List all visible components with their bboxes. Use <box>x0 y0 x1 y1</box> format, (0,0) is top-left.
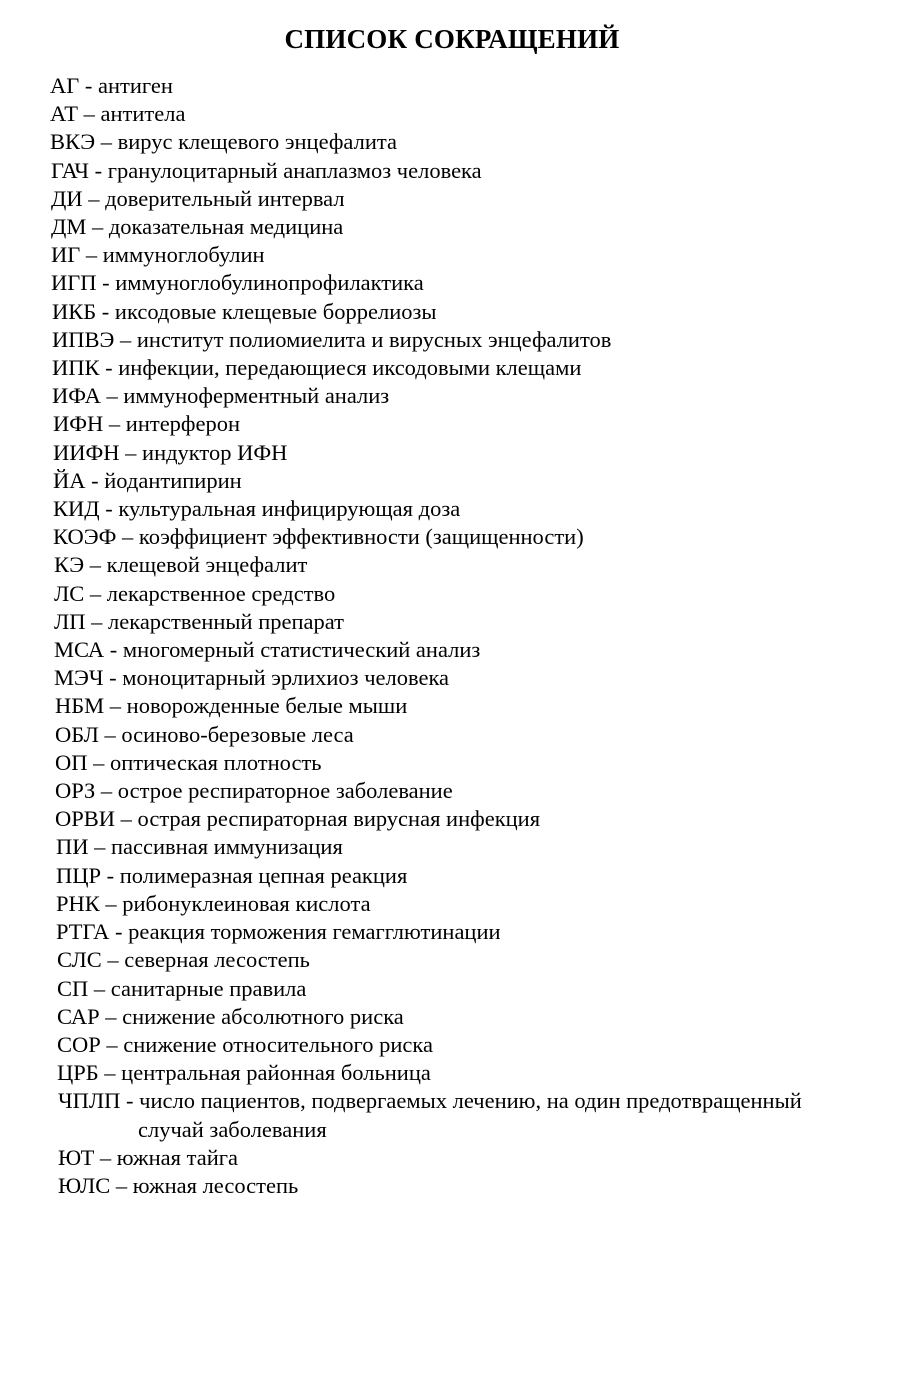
abbreviation-text: ДМ – доказательная медицина <box>51 214 344 240</box>
abbreviation-text: НБМ – новорожденные белые мыши <box>55 693 408 719</box>
abbreviation-item <box>0 298 904 326</box>
abbreviation-text: ГАЧ - гранулоцитарный анаплазмоз человека <box>51 157 482 183</box>
abbreviation-item <box>0 1087 904 1143</box>
abbreviation-item <box>0 269 904 297</box>
abbreviation-item <box>0 1003 904 1031</box>
abbreviation-text: МЭЧ - моноцитарный эрлихиоз человека <box>54 665 450 691</box>
abbreviation-text: ОБЛ – осиново-березовые леса <box>55 721 354 747</box>
abbreviation-text: ЛП – лекарственный препарат <box>54 608 345 634</box>
abbreviation-item <box>0 185 904 213</box>
abbreviation-item <box>0 354 904 382</box>
abbreviation-item <box>0 72 904 100</box>
abbreviation-item <box>0 1059 904 1087</box>
abbreviation-text: АТ – антитела <box>50 101 186 127</box>
abbreviation-text: ИФА – иммуноферментный анализ <box>52 383 390 409</box>
abbreviation-text: ПИ – пассивная иммунизация <box>56 834 343 860</box>
abbreviation-item <box>0 946 904 974</box>
abbreviation-item <box>0 410 904 438</box>
abbreviation-text: ИГП - иммуноглобулинопрофилактика <box>51 270 424 296</box>
abbreviation-item <box>0 692 904 720</box>
abbreviation-text: ЛС – лекарственное средство <box>54 580 336 606</box>
abbreviation-text: КОЭФ – коэффициент эффективности (защищенности) <box>53 524 584 550</box>
abbreviation-item <box>0 975 904 1003</box>
abbreviation-item <box>0 157 904 185</box>
abbreviation-item <box>0 128 904 156</box>
abbreviation-text: ПЦР - полимеразная цепная реакция <box>56 862 408 888</box>
abbreviation-text: ЮЛС – южная лесостепь <box>58 1172 299 1198</box>
abbreviation-item <box>0 608 904 636</box>
abbreviation-item <box>0 805 904 833</box>
abbreviation-text: КИД - культуральная инфицирующая доза <box>53 496 461 522</box>
abbreviation-text: ЧПЛП - число пациентов, подвергаемых лечению, на один предотвращенный <box>58 1088 802 1114</box>
abbreviation-text: ИКБ - иксодовые клещевые боррелиозы <box>52 298 437 324</box>
abbreviation-text: СОР – снижение относительного риска <box>57 1031 433 1057</box>
abbreviation-text: СП – санитарные правила <box>57 975 307 1001</box>
abbreviation-item <box>0 833 904 861</box>
abbreviation-text: ИПК - инфекции, передающиеся иксодовыми клещами <box>52 355 582 381</box>
abbreviation-text: АГ - антиген <box>50 73 173 98</box>
abbreviation-text: ОП – оптическая плотность <box>55 749 322 775</box>
abbreviation-text: МСА - многомерный статистический анализ <box>54 637 481 663</box>
abbreviation-text: ЮТ – южная тайга <box>58 1144 238 1170</box>
abbreviation-item <box>0 777 904 805</box>
abbreviation-text: ВКЭ – вирус клещевого энцефалита <box>50 129 397 155</box>
abbreviation-item <box>0 382 904 410</box>
abbreviation-item <box>0 1144 904 1172</box>
abbreviation-item <box>0 495 904 523</box>
abbreviation-item <box>0 636 904 664</box>
abbreviation-item <box>0 862 904 890</box>
abbreviation-item <box>0 100 904 128</box>
abbreviation-item <box>0 241 904 269</box>
abbreviation-item <box>0 890 904 918</box>
abbreviation-item <box>0 213 904 241</box>
abbreviation-continuation: случай заболевания <box>138 1116 327 1142</box>
abbreviation-item <box>0 467 904 495</box>
abbreviation-text: ДИ – доверительный интервал <box>51 185 345 211</box>
abbreviation-item <box>0 749 904 777</box>
abbreviation-item <box>0 439 904 467</box>
page-title: СПИСОК СОКРАЩЕНИЙ <box>284 24 620 54</box>
abbreviation-text: ИФН – интерферон <box>53 411 241 437</box>
abbreviation-item <box>0 580 904 608</box>
abbreviation-item <box>0 918 904 946</box>
abbreviation-text: ОРЗ – острое респираторное заболевание <box>55 778 453 804</box>
abbreviation-item <box>0 326 904 354</box>
abbreviation-item <box>0 551 904 579</box>
abbreviation-item <box>0 1031 904 1059</box>
abbreviation-text: КЭ – клещевой энцефалит <box>54 552 308 578</box>
abbreviation-item <box>0 523 904 551</box>
abbreviation-text: ЙА - йодантипирин <box>53 467 242 493</box>
abbreviation-text: ЦРБ – центральная районная больница <box>57 1060 431 1086</box>
abbreviation-text: РНК – рибонуклеиновая кислота <box>56 890 371 916</box>
abbreviation-text: ОРВИ – острая респираторная вирусная инфекция <box>55 806 541 832</box>
abbreviation-text: ИПВЭ – институт полиомиелита и вирусных энцефалитов <box>52 326 612 352</box>
abbreviation-text: САР – снижение абсолютного риска <box>57 1003 404 1029</box>
abbreviation-item <box>0 1172 904 1200</box>
abbreviation-text: РТГА - реакция торможения гемагглютинации <box>56 919 501 945</box>
abbreviation-text: ИГ – иммуноглобулин <box>51 242 265 268</box>
abbreviation-text: СЛС – северная лесостепь <box>57 947 310 973</box>
abbreviation-item <box>0 664 904 692</box>
abbreviation-item <box>0 721 904 749</box>
abbreviation-list <box>0 72 904 1200</box>
abbreviation-text: ИИФН – индуктор ИФН <box>53 439 288 465</box>
